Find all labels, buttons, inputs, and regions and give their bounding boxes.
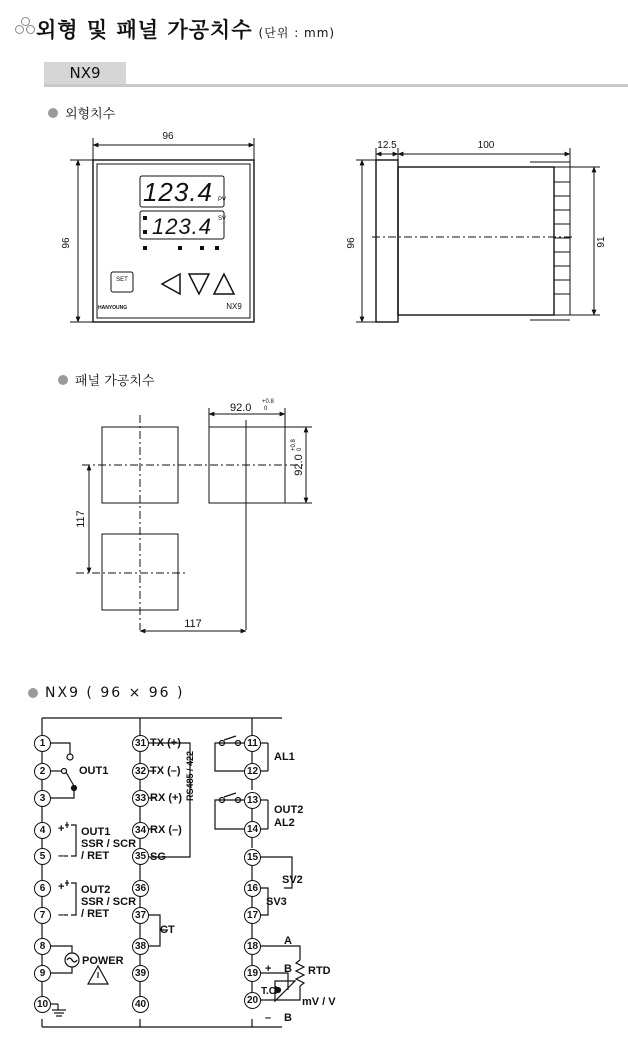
brand-label: HANYOUNG — [98, 305, 128, 311]
sg-label: SG — [150, 851, 166, 863]
tc-label: T.C — [261, 986, 276, 997]
terminal-11: 11 — [244, 735, 261, 752]
front-model-label: NX9 — [226, 302, 242, 311]
power-label: POWER — [82, 955, 124, 967]
terminal-39: 39 — [132, 965, 149, 982]
ssr2-line1: OUT2 — [81, 884, 111, 896]
rtd-label: RTD — [308, 965, 331, 977]
tx-minus-label: TX (–) — [150, 765, 181, 777]
al2-label: AL2 — [274, 817, 295, 829]
section-wiring-label: NX9 ( 96 × 96 ) — [45, 685, 185, 701]
cutout-width-label: 92.0 — [230, 402, 252, 414]
pv-display: 123.4 — [142, 177, 214, 207]
ssr2-line2: SSR / SCR — [81, 896, 137, 908]
page-title: 외형 및 패널 가공치수 — [36, 18, 253, 42]
out2-label: OUT2 — [274, 804, 304, 816]
terminal-13: 13 — [244, 792, 261, 809]
panel-cutout — [76, 408, 312, 631]
front-height-label: 96 — [61, 237, 72, 249]
sv2-label: SV2 — [282, 874, 303, 886]
terminal-2: 2 — [34, 763, 51, 780]
tx-plus-label: TX (+) — [150, 737, 181, 749]
rx-minus-label: RX (–) — [150, 824, 182, 836]
ssr2-line3: / RET — [81, 908, 110, 920]
sv3-label: SV3 — [266, 896, 287, 908]
rtd-b2-label: B — [284, 1012, 292, 1024]
sv-display: 123.4 — [151, 214, 213, 239]
terminal-19: 19 — [244, 965, 261, 982]
terminal-1: 1 — [34, 735, 51, 752]
side-height-label: 96 — [346, 237, 357, 249]
cutout-height-tol-minus: 0 — [297, 447, 303, 451]
rtd-a-label: A — [284, 935, 292, 947]
ssr2-minus: – — [58, 909, 65, 921]
ssr1-line2: SSR / SCR — [81, 838, 137, 850]
pitch-horizontal-label: 117 — [184, 618, 202, 630]
terminal-6: 6 — [34, 880, 51, 897]
terminal-34: 34 — [132, 822, 149, 839]
terminal-40: 40 — [132, 996, 149, 1013]
terminal-3: 3 — [34, 790, 51, 807]
terminal-36: 36 — [132, 880, 149, 897]
tc-minus-label: – — [265, 1012, 272, 1024]
terminal-12: 12 — [244, 763, 261, 780]
front-pv-label: PV — [218, 197, 227, 203]
unit-note: (단위 : mm) — [258, 26, 336, 40]
terminal-31: 31 — [132, 735, 149, 752]
ssr1-line3: / RET — [81, 850, 110, 862]
rx-plus-label: RX (+) — [150, 792, 183, 804]
ssr1-minus: – — [58, 850, 65, 862]
section-dimensions-label: 외형치수 — [65, 107, 116, 122]
terminal-32: 32 — [132, 763, 149, 780]
cutout-tol-plus: +0.8 — [262, 399, 274, 405]
pitch-vertical-label: 117 — [75, 510, 87, 528]
tc-plus-label: + — [265, 963, 272, 975]
al1-label: AL1 — [274, 751, 295, 763]
terminal-37: 37 — [132, 907, 149, 924]
model-tab: NX9 — [44, 62, 126, 85]
rs485-label: RS485 / 422 — [185, 750, 195, 802]
terminal-7: 7 — [34, 907, 51, 924]
terminal-10: 10 — [34, 996, 51, 1013]
terminal-16: 16 — [244, 880, 261, 897]
terminal-18: 18 — [244, 938, 261, 955]
ssr1-plus: + — [58, 823, 65, 835]
ssr1-line1: OUT1 — [81, 826, 111, 838]
side-body-height-label: 91 — [596, 236, 607, 248]
side-view — [356, 148, 600, 322]
mv-label: mV / V — [302, 996, 336, 1008]
section-panel-label: 패널 가공치수 — [75, 374, 155, 389]
out1-label: OUT1 — [79, 765, 109, 777]
front-sv-label: SV — [218, 216, 227, 222]
terminal-33: 33 — [132, 790, 149, 807]
cutout-tol-minus: 0 — [264, 406, 268, 412]
set-key-label: SET — [116, 277, 128, 283]
side-depth-label: 100 — [477, 140, 495, 151]
cutout-height-label: 92.0 — [293, 454, 305, 476]
cutout-height-tol-plus: +0.8 — [291, 439, 297, 451]
terminal-8: 8 — [34, 938, 51, 955]
terminal-5: 5 — [34, 848, 51, 865]
terminal-35: 35 — [132, 848, 149, 865]
terminal-38: 38 — [132, 938, 149, 955]
side-bezel-label: 12.5 — [377, 140, 397, 151]
terminal-15: 15 — [244, 849, 261, 866]
terminal-20: 20 — [244, 992, 261, 1009]
terminal-9: 9 — [34, 965, 51, 982]
ssr2-plus: + — [58, 881, 65, 893]
terminal-14: 14 — [244, 821, 261, 838]
terminal-17: 17 — [244, 907, 261, 924]
ct-label: CT — [160, 924, 175, 936]
terminal-4: 4 — [34, 822, 51, 839]
rtd-b-label: B — [284, 963, 292, 975]
front-width-label: 96 — [162, 131, 174, 142]
